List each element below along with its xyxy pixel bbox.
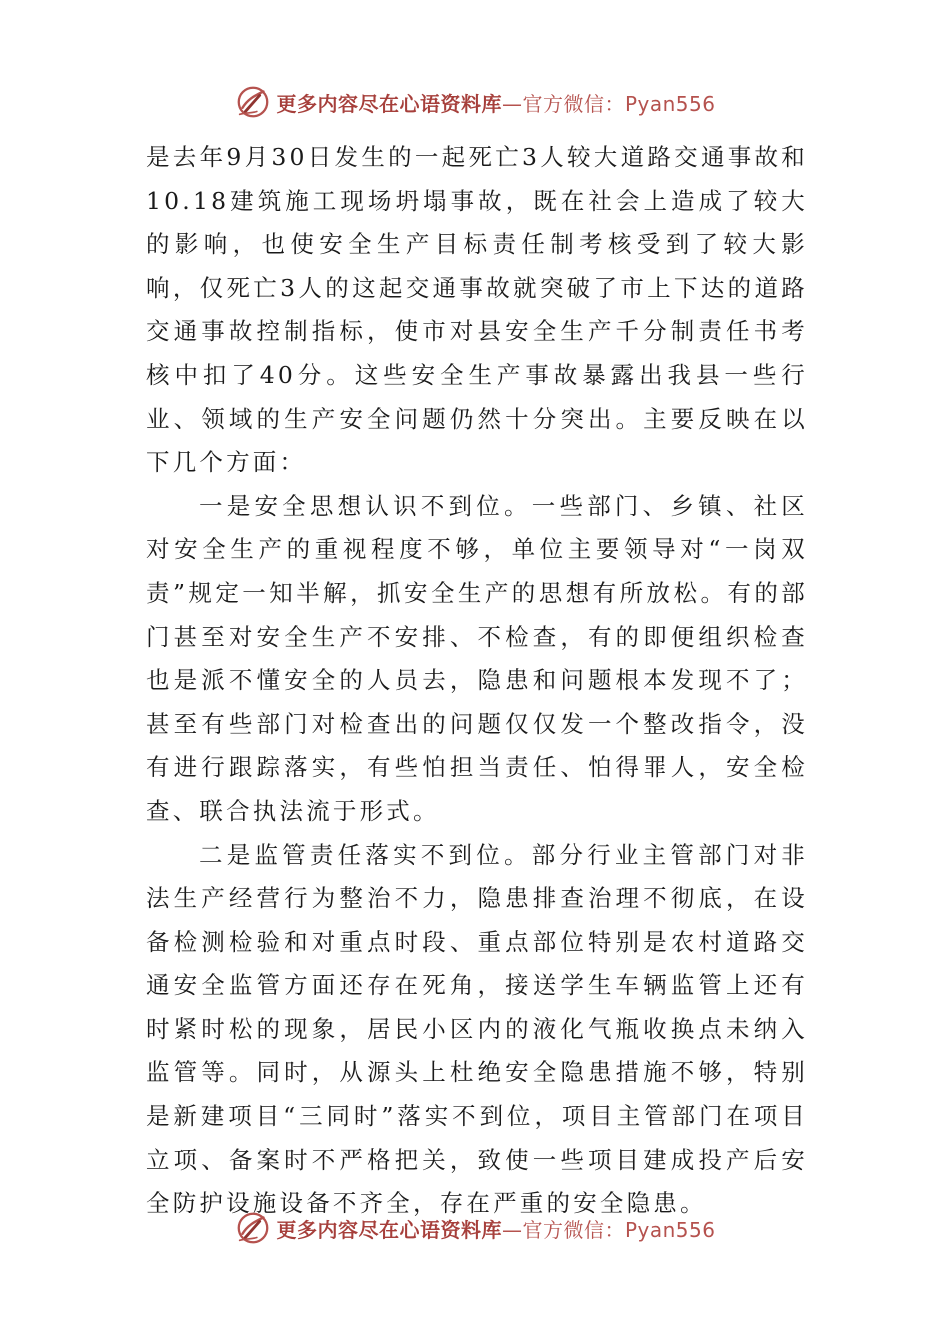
document-body: [146, 136, 808, 1226]
paragraph-point-one: 一是安全思想认识不到位。一些部门、乡镇、社区对安全生产的重视程度不够，单位主要领导对“一岗双责”规定一知半解，抓安全生产的思想有所放松。有的部门甚至对安全生产不安排、不检查，有的即便组织检查也是派不懂安全的人员去，隐患和问题根本发现不了；甚至有些部门对检查出的问题仅仅发一个整改指令，没有进行跟踪落实，有些怕担当责任、怕得罪人，安全检查、联合执法流于形式。: [146, 491, 808, 825]
pen-signature-icon: [234, 83, 272, 121]
paragraph-point-two: 二是监管责任落实不到位。部分行业主管部门对非法生产经营行为整治不力，隐患排查治理不彻底，在设备检测检验和对重点时段、重点部位特别是农村道路交通安全监管方面还存在死角，接送学生车辆监管上还有时紧时松的现象，居民小区内的液化气瓶收换点未纳入监管等。同时，从源头上杜绝安全隐患措施不够，特别是新建项目“三同时”落实不到位，项目主管部门在项目立项、备案时不严格把关，致使一些项目建成投产后安全防护设施设备不齐全，存在严重的安全隐患。: [146, 840, 808, 1218]
footer-watermark: [0, 1208, 950, 1248]
watermark-text: 更多内容尽在心语资料库—官方微信：Pyan556: [276, 1217, 716, 1242]
paragraph-continuation: 是去年9月30日发生的一起死亡3人较大道路交通事故和10.18建筑施工现场坍塌事故，既在社会上造成了较大的影响，也使安全生产目标责任制考核受到了较大影响，仅死亡3人的这起交通事故就突破了市上下达的道路交通事故控制指标，使市对县安全生产千分制责任书考核中扣了40分。这些安全生产事故暴露出我县一些行业、领域的生产安全问题仍然十分突出。主要反映在以下几个方面：: [146, 143, 808, 477]
watermark-text: 更多内容尽在心语资料库—官方微信：Pyan556: [276, 91, 716, 116]
header-watermark: [0, 82, 950, 122]
pen-signature-icon: [234, 1209, 272, 1247]
